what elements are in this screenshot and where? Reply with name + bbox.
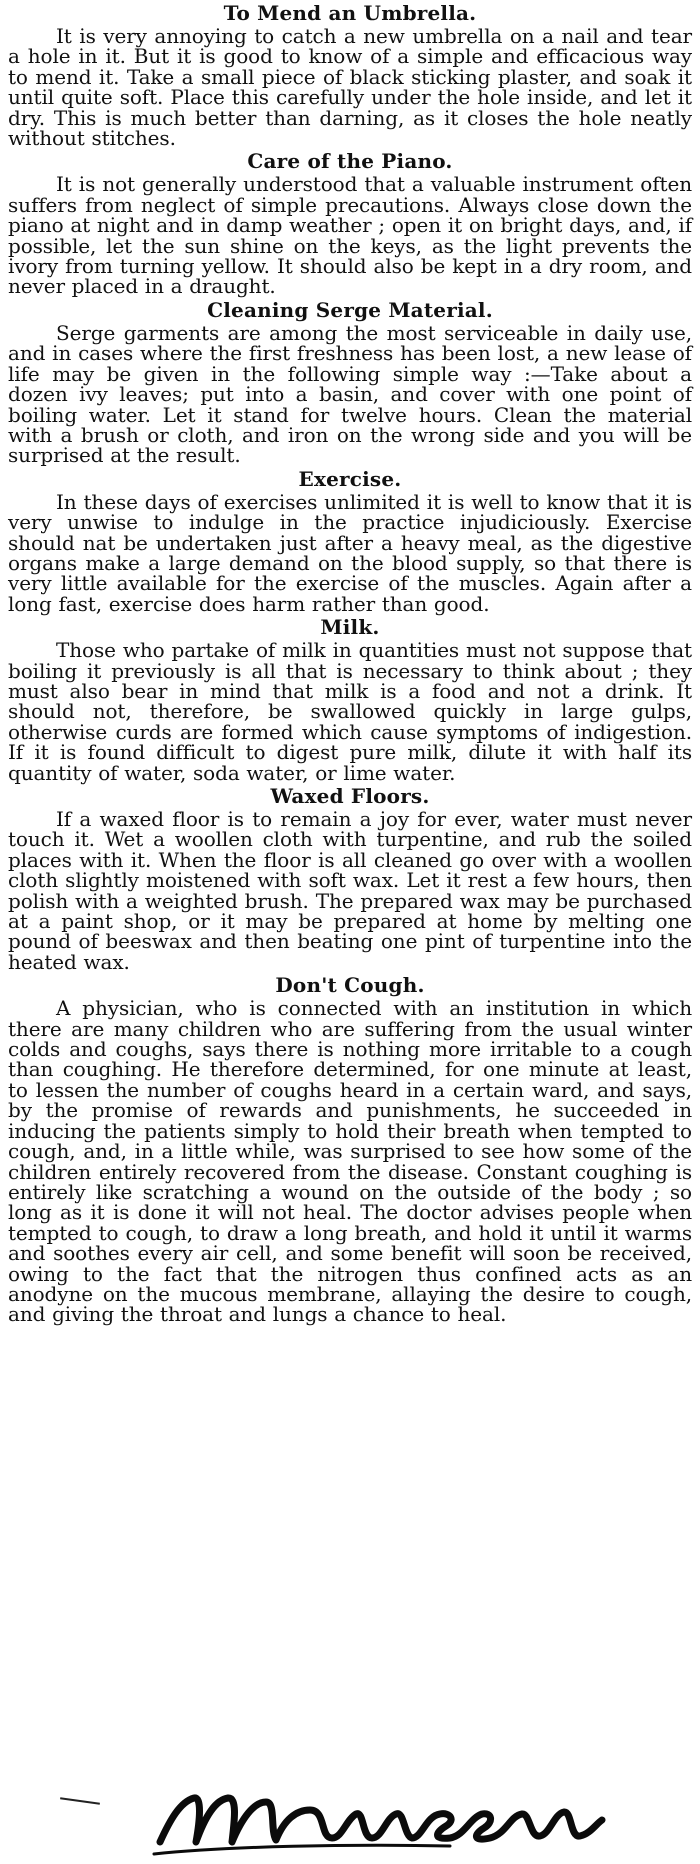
- section-waxed-floors: [8, 783, 692, 972]
- section-heading: Cleaning Serge Material.: [207, 297, 493, 322]
- section-umbrella: [8, 0, 692, 151]
- section-heading: Milk.: [320, 615, 380, 640]
- section-heading: To Mend an Umbrella.: [223, 1, 477, 25]
- section-piano: [8, 148, 692, 299]
- decorative-dash: [60, 1797, 100, 1805]
- section-body: It is not generally understood that a valuable instrument often suffers from neglect of simple precautions. Always close down the piano at night and in damp weather ; open it on bright days, and, if possible, let the sun shine on the keys, as the light prevents the ivory from turning yellow. It should also be kept in a dry room, and never placed in a draught.: [8, 172, 692, 299]
- section-heading: Don't Cough.: [275, 973, 425, 998]
- section-heading: Exercise.: [298, 466, 402, 491]
- section-heading: Care of the Piano.: [247, 149, 453, 174]
- signature-maureen: [150, 1780, 610, 1860]
- section-serge: [8, 297, 692, 466]
- section-body: Those who partake of milk in quantities must not suppose that boiling it previously is all that is necessary to think about ; they must also bear in mind that milk is a food and not a drink. It should not, therefore, be swallowed quickly in large gulps, otherwise curds are formed which cause symptoms of indigestion. If it is found difficult to digest pure milk, dilute it with half its quantity of water, soda water, or lime water.: [8, 638, 692, 785]
- section-milk: [8, 614, 692, 783]
- section-body: Serge garments are among the most serviceable in daily use, and in cases where the first freshness has been lost, a new lease of life may be given in the following simple way :—Take about a dozen ivy leaves; put into a basin, and cover with one point of boiling water. Let it stand for twelve hours. Clean the material with a brush or cloth, and iron on the wrong side and you will be surprised at the result.: [8, 320, 692, 468]
- section-exercise: [8, 466, 692, 614]
- section-body: A physician, who is connected with an institution in which there are many children who are suffering from the usual winter colds and coughs, says there is nothing more irritable to a cough than coughing. He therefore determined, for one minute at least, to lessen the number of coughs heard in a certain ward, and says, by the promise of rewards and punishments, he succeeded in inducing the patients simply to hold their breath when tempted to cough, and, in a little while, was surprised to see how some of the children entirely recovered from the disease. Constant coughing is entirely like scratching a wound on the outside of the body ; so long as it is done it will not heal. The doctor advises people when tempted to cough, to draw a long breath, and hold it until it warms and soothes every air cell, and some benefit will soon be received, owing to the fact that the nitrogen thus confined acts as an anodyne on the mucous membrane, allaying the desire to cough, and giving the throat and lungs a chance to heal.: [8, 996, 692, 1327]
- section-heading: Waxed Floors.: [270, 784, 430, 808]
- section-body: If a waxed floor is to remain a joy for ever, water must never touch it. Wet a woollen cloth with turpentine, and rub the soiled places with it. When the floor is all cleaned go over with a woollen cloth slightly moistened with soft wax. Let it rest a few hours, then polish with a weighted brush. The prepared wax may be purchased at a paint shop, or it may be prepared at home by melting one pound of beeswax and then beating one pint of turpentine into the heated wax.: [8, 807, 692, 974]
- section-dont-cough: [8, 972, 692, 1325]
- article-column: [8, 0, 692, 1325]
- section-body: In these days of exercises unlimited it is well to know that it is very unwise to indulge in the practice injudiciously. Exercise should nat be undertaken just after a heavy meal, as the digestive organs make a large demand on the blood supply, so that there is very little available for the exercise of the muscles. Again after a long fast, exercise does harm rather than good.: [8, 489, 692, 616]
- section-body: It is very annoying to catch a new umbrella on a nail and tear a hole in it. But it is good to know of a simple and efficacious way to mend it. Take a small piece of black sticking plaster, and soak it until quite soft. Place this carefully under the hole inside, and let it dry. This is much better than darning, as it closes the hole neatly without stitches.: [8, 24, 692, 151]
